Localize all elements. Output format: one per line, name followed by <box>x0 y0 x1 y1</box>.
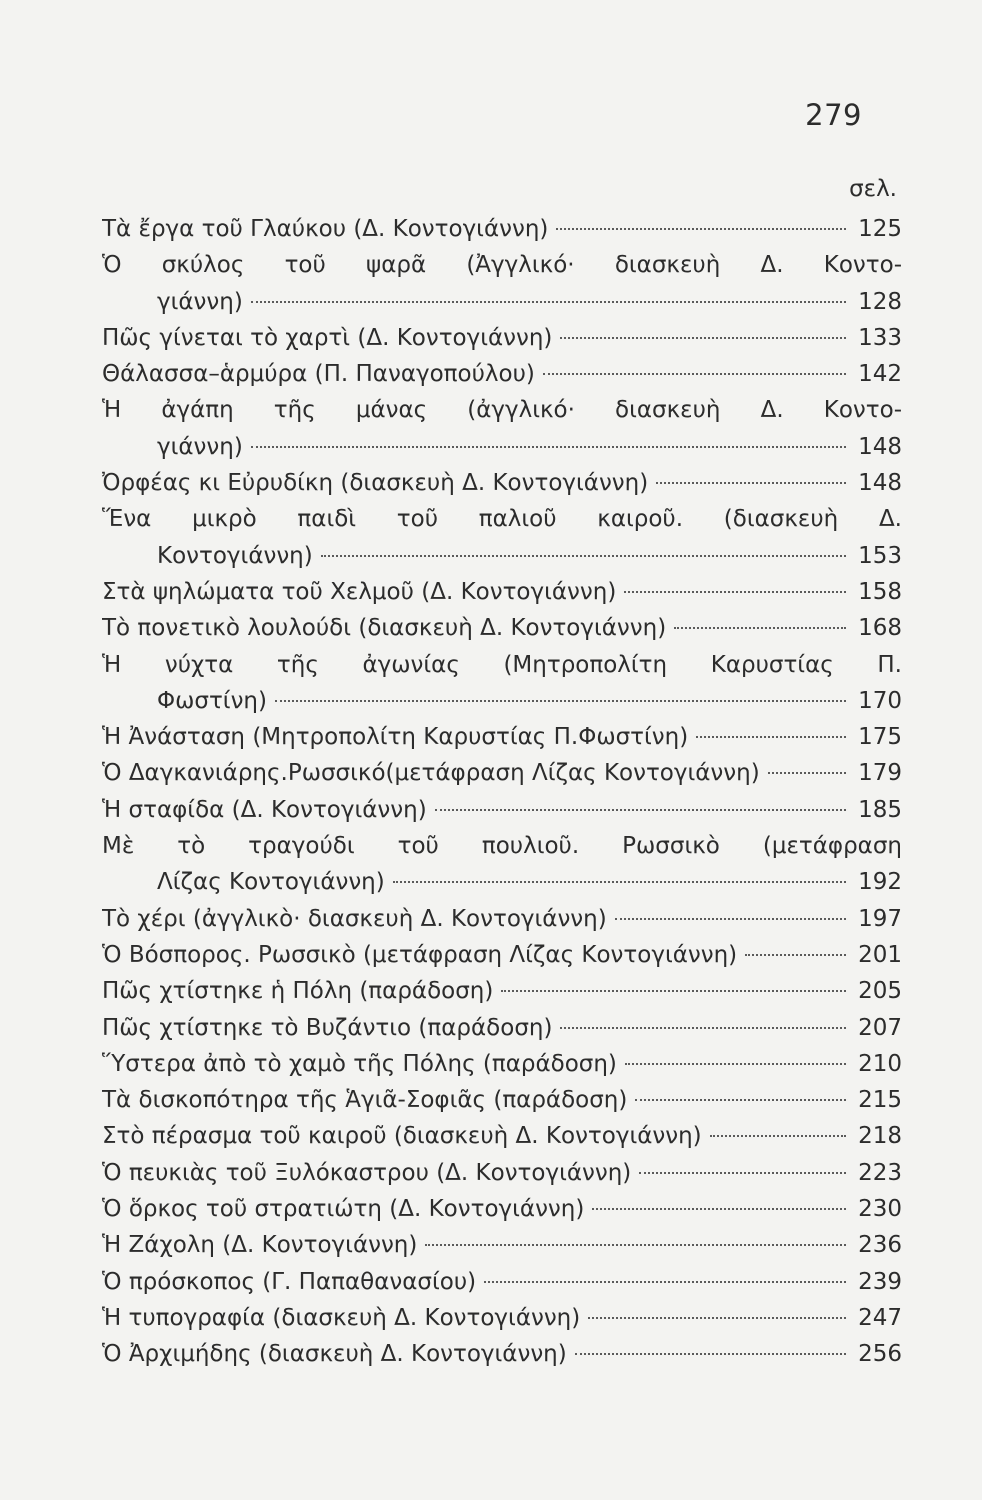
toc-entry-title: Τὰ δισκοπότηρα τῆς Ἁγιᾶ-Σοφιᾶς (παράδοση) <box>102 1087 628 1114</box>
toc-entry-page-number: 148 <box>858 433 902 460</box>
toc-entry-page-number: 175 <box>858 724 902 751</box>
toc-entry <box>102 828 902 901</box>
toc-entry <box>102 1046 902 1082</box>
toc-entry-title: Πῶς χτίστηκε τὸ Βυζάντιο (παράδοση) <box>102 1014 553 1041</box>
toc-entry-title: Ὁ Ἀρχιμήδης (διασκευὴ Δ. Κοντογιάννη) <box>102 1341 567 1368</box>
toc-entry-line <box>102 901 902 937</box>
toc-entry-title: Στὸ πέρασμα τοῦ καιροῦ (διασκευὴ Δ. Κοντογιάννη) <box>102 1123 702 1150</box>
page-number: 279 <box>805 98 862 132</box>
dot-leader <box>768 772 846 774</box>
toc-entry-line <box>102 211 902 247</box>
toc-entry <box>102 1264 902 1300</box>
toc-entry-line <box>102 792 902 828</box>
toc-entry <box>102 1155 902 1191</box>
toc-entry-title: Ὁ πρόσκοπος (Γ. Παπαθανασίου) <box>102 1268 477 1295</box>
toc-entry <box>102 901 902 937</box>
toc-entry-line <box>102 1300 902 1336</box>
toc-entry-line <box>102 937 902 973</box>
dot-leader <box>674 627 846 629</box>
dot-leader <box>710 1135 846 1137</box>
toc-entry <box>102 247 902 320</box>
toc-entry <box>102 1336 902 1372</box>
toc-entry-page-number: 185 <box>858 796 902 823</box>
toc-entry-title: Τὰ ἔργα τοῦ Γλαύκου (Δ. Κοντογιάννη) <box>102 216 549 242</box>
toc-entry-line <box>102 1118 902 1154</box>
toc-entry <box>102 356 902 392</box>
toc-entry-title: Πῶς γίνεται τὸ χαρτὶ (Δ. Κοντογιάννη) <box>102 324 553 351</box>
toc-entry-title: Ἡ τυπογραφία (διασκευὴ Δ. Κοντογιάννη) <box>102 1304 581 1331</box>
toc-entry-line <box>102 1046 902 1082</box>
toc-entry-line <box>102 610 902 646</box>
toc-entry <box>102 1010 902 1046</box>
toc-entry-page-number: 210 <box>858 1050 902 1077</box>
toc-entry-title: Ἡ Ἀνάσταση (Μητροπολίτη Καρυστίας Π.Φωστίνη) <box>102 724 689 751</box>
dot-leader <box>639 1172 846 1174</box>
toc-entry-line <box>102 574 902 610</box>
dot-leader <box>556 228 846 230</box>
toc-entry-title: Ἡ νύχτα τῆς ἀγωνίας (Μητροπολίτη Καρυστίας Π. <box>102 651 902 678</box>
toc-entry-title: Φωστίνη) <box>157 687 267 714</box>
toc-entry-title: Λίζας Κοντογιάννη) <box>157 869 385 896</box>
dot-leader <box>393 881 846 883</box>
dot-leader <box>656 482 846 484</box>
toc-entry-page-number: 256 <box>858 1341 902 1368</box>
toc-entry-line <box>102 1082 902 1118</box>
toc-entry-line <box>102 247 902 283</box>
toc-entry <box>102 647 902 720</box>
toc-entry <box>102 1227 902 1263</box>
dot-leader <box>321 555 846 557</box>
toc-entry-title: Θάλασσα–ἁρμύρα (Π. Παναγοπούλου) <box>102 361 535 388</box>
toc-entry-line <box>102 320 902 356</box>
toc-entry-title: Ὁ πευκιὰς τοῦ Ξυλόκαστρου (Δ. Κοντογιάννη) <box>102 1159 632 1186</box>
toc-entry-page-number: 153 <box>858 542 902 569</box>
dot-leader <box>588 1317 846 1319</box>
toc-entry-line <box>102 973 902 1009</box>
toc-entry <box>102 719 902 755</box>
toc-entry-title: Ἡ σταφίδα (Δ. Κοντογιάννη) <box>102 796 427 823</box>
toc-entry-page-number: 201 <box>858 941 902 968</box>
toc-entry <box>102 973 902 1009</box>
toc-entry-line <box>102 1191 902 1227</box>
dot-leader <box>592 1208 846 1210</box>
toc-entry <box>102 792 902 828</box>
dot-leader <box>745 954 846 956</box>
dot-leader <box>425 1244 846 1246</box>
toc-entry-page-number: 125 <box>858 216 902 242</box>
toc-entry-page-number: 142 <box>858 361 902 388</box>
toc-entry-title: Ὁ Δαγκανιάρης.Ρωσσικό(μετάφραση Λίζας Κοντογιάννη) <box>102 760 760 787</box>
toc-entry-title: Ἡ ἀγάπη τῆς μάνας (ἀγγλικό· διασκευὴ Δ. Κοντο- <box>102 397 902 424</box>
toc-entry-line <box>102 1155 902 1191</box>
toc-entry-line <box>102 828 902 864</box>
toc-entry-page-number: 239 <box>858 1268 902 1295</box>
toc-entry-title: Ὁ Βόσπορος. Ρωσσικὸ (μετάφραση Λίζας Κοντογιάννη) <box>102 941 738 968</box>
toc-entry-page-number: 128 <box>858 288 902 315</box>
toc-entry-line <box>102 755 902 791</box>
table-of-contents <box>102 211 902 1373</box>
toc-entry-page-number: 133 <box>858 324 902 351</box>
toc-entry-title: Στὰ ψηλώματα τοῦ Χελμοῦ (Δ. Κοντογιάννη) <box>102 578 617 605</box>
toc-entry <box>102 392 902 465</box>
toc-entry-page-number: 148 <box>858 470 902 497</box>
toc-entry-continuation <box>102 284 902 320</box>
dot-leader <box>696 736 846 738</box>
dot-leader <box>251 446 846 448</box>
dot-leader <box>635 1099 846 1101</box>
dot-leader <box>251 301 846 303</box>
toc-entry-line <box>102 647 902 683</box>
toc-entry-title: Ἡ Ζάχολη (Δ. Κοντογιάννη) <box>102 1232 418 1259</box>
dot-leader <box>501 990 846 992</box>
toc-entry-line <box>102 1336 902 1372</box>
toc-entry-page-number: 207 <box>858 1014 902 1041</box>
toc-entry <box>102 1082 902 1118</box>
toc-entry <box>102 1118 902 1154</box>
toc-entry-line <box>102 1227 902 1263</box>
toc-entry-page-number: 215 <box>858 1087 902 1114</box>
toc-entry-title: Πῶς χτίστηκε ἡ Πόλη (παράδοση) <box>102 978 494 1005</box>
toc-entry <box>102 937 902 973</box>
toc-entry-line <box>102 719 902 755</box>
dot-leader <box>435 809 846 811</box>
toc-entry-line <box>102 392 902 428</box>
toc-entry-title: Ἕνα μικρὸ παιδὶ τοῦ παλιοῦ καιροῦ. (διασκευὴ Δ. <box>102 506 902 533</box>
toc-entry <box>102 610 902 646</box>
toc-entry-page-number: 223 <box>858 1159 902 1186</box>
dot-leader <box>275 700 846 702</box>
toc-entry <box>102 465 902 501</box>
toc-entry-title: Ὕστερα ἀπὸ τὸ χαμὸ τῆς Πόλης (παράδοση) <box>102 1050 617 1077</box>
toc-entry-page-number: 179 <box>858 760 902 787</box>
toc-entry-title: Τὸ πονετικὸ λουλούδι (διασκευὴ Δ. Κοντογιάννη) <box>102 615 667 642</box>
toc-entry-title: Μὲ τὸ τραγούδι τοῦ πουλιοῦ. Ρωσσικὸ (μετάφραση <box>102 833 902 860</box>
dot-leader <box>560 337 846 339</box>
toc-entry-page-number: 168 <box>858 615 902 642</box>
dot-leader <box>624 591 846 593</box>
toc-entry-title: γιάννη) <box>157 433 243 460</box>
toc-entry-line <box>102 465 902 501</box>
toc-entry-title: γιάννη) <box>157 288 243 315</box>
toc-entry <box>102 755 902 791</box>
toc-entry-title: Ὁ σκύλος τοῦ ψαρᾶ (Ἀγγλικό· διασκευὴ Δ. Κοντο- <box>102 252 902 279</box>
toc-entry-line <box>102 356 902 392</box>
toc-entry-page-number: 230 <box>858 1196 902 1223</box>
page-column-label: σελ. <box>849 176 897 202</box>
toc-entry-continuation <box>102 683 902 719</box>
toc-entry-title: Τὸ χέρι (ἀγγλικὸ· διασκευὴ Δ. Κοντογιάννη) <box>102 905 607 932</box>
dot-leader <box>615 918 846 920</box>
toc-entry-page-number: 158 <box>858 578 902 605</box>
toc-entry <box>102 1300 902 1336</box>
toc-entry-title: Ὁ ὅρκος τοῦ στρατιώτη (Δ. Κοντογιάννη) <box>102 1196 585 1223</box>
toc-entry-page-number: 205 <box>858 978 902 1005</box>
toc-entry-page-number: 236 <box>858 1232 902 1259</box>
dot-leader <box>625 1063 846 1065</box>
dot-leader <box>543 373 846 375</box>
toc-entry-line <box>102 1010 902 1046</box>
toc-entry-page-number: 170 <box>858 687 902 714</box>
toc-entry-page-number: 192 <box>858 869 902 896</box>
toc-entry-line <box>102 1264 902 1300</box>
toc-entry-continuation <box>102 429 902 465</box>
dot-leader <box>560 1027 846 1029</box>
toc-entry <box>102 211 902 247</box>
toc-entry-title: Κοντογιάννη) <box>157 542 313 569</box>
toc-entry-page-number: 197 <box>858 905 902 932</box>
toc-entry <box>102 574 902 610</box>
dot-leader <box>575 1353 846 1355</box>
toc-entry-page-number: 247 <box>858 1304 902 1331</box>
toc-entry <box>102 1191 902 1227</box>
toc-entry-title: Ὀρφέας κι Εὐρυδίκη (διασκευὴ Δ. Κοντογιάννη) <box>102 470 649 497</box>
dot-leader <box>484 1281 846 1283</box>
toc-entry <box>102 501 902 574</box>
toc-entry-continuation <box>102 864 902 900</box>
toc-entry <box>102 320 902 356</box>
toc-entry-line <box>102 501 902 537</box>
toc-entry-continuation <box>102 538 902 574</box>
toc-entry-page-number: 218 <box>858 1123 902 1150</box>
